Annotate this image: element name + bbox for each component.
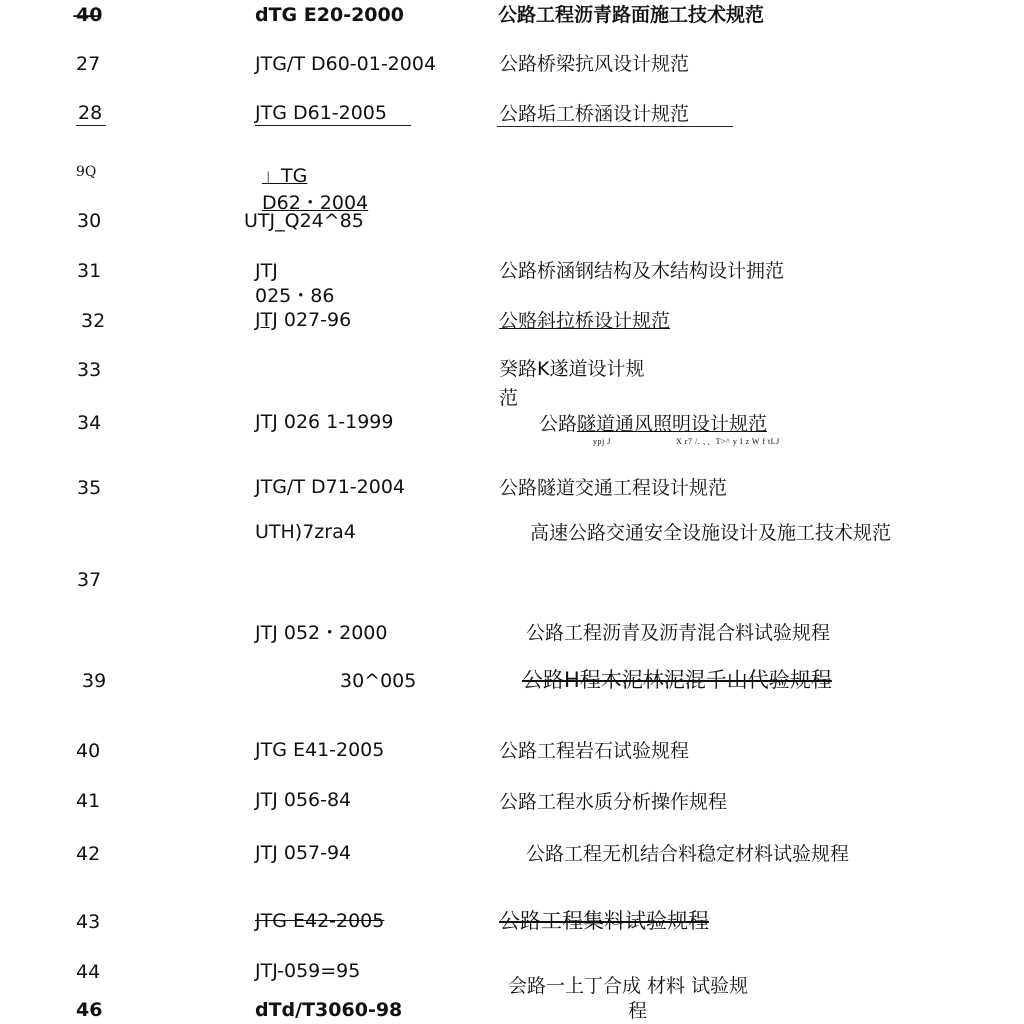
row-number: 46 <box>76 999 103 1021</box>
standard-code: dTd/T3060-98 <box>255 999 403 1021</box>
row-number: 34 <box>77 412 102 434</box>
row-number: 31 <box>77 260 102 282</box>
row-underline <box>497 126 733 127</box>
row-number: 40 <box>76 740 101 762</box>
standard-code: JTG D61-2005 <box>255 102 387 124</box>
standard-code-line1: 」TG <box>262 165 308 187</box>
standard-code-line2: D62・2004 <box>262 192 369 214</box>
standard-code-prefix: JTJ <box>255 309 278 331</box>
standard-code: JTG/T D60-01-2004 <box>255 53 437 75</box>
row-underline <box>255 125 411 126</box>
standard-title: 公路工程沥青及沥青混合料试验规程 <box>526 622 831 644</box>
scan-artifact-left: ypj J <box>593 437 611 446</box>
standard-title: 公路桥涵钢结构及木结构设计拥范 <box>499 260 785 282</box>
row-number: 41 <box>76 790 101 812</box>
standard-code: JTJ-059=95 <box>255 960 361 982</box>
row-number: 42 <box>76 843 101 865</box>
standard-title: 公赂斜拉桥设计规范 <box>499 310 671 332</box>
scan-artifact-right: X r7 /. 、、T>^ y I z W f tLJ <box>676 437 780 446</box>
standard-code: 30^005 <box>340 670 417 692</box>
standard-code: UTH)7zra4 <box>255 521 356 543</box>
standard-title-line2: 程 <box>628 1000 648 1022</box>
standard-title-line2: 范 <box>499 387 519 409</box>
standard-title: 公路隧道交通工程设计规范 <box>499 477 728 499</box>
standard-code-line1: JTJ <box>255 260 278 282</box>
standard-code: JTJ 052・2000 <box>255 622 388 644</box>
standard-title: 公路工程沥青路面施工技术规范 <box>498 4 765 26</box>
standard-code: JTJ 056-84 <box>255 789 352 811</box>
row-number: 27 <box>76 53 101 75</box>
standard-title: 公路工程集料试验规程 <box>499 909 709 933</box>
standard-title: 公路桥梁抗风设计规范 <box>499 53 690 75</box>
standard-code: UTJ_Q24^85 <box>244 210 364 232</box>
standard-title: 公路H程木泥林泥混千山代验规程 <box>522 668 832 692</box>
row-number: 37 <box>77 569 102 591</box>
row-number: 44 <box>76 961 101 983</box>
row-number: 33 <box>77 359 102 381</box>
row-number: 9Q <box>76 164 97 180</box>
standard-code: JTJ 026 1-1999 <box>255 411 394 433</box>
standard-code: dTG E20-2000 <box>255 4 404 26</box>
standard-title-underlined: 隧道通风照明设计规范 <box>577 413 768 435</box>
row-number: 4̶0̶ <box>76 4 103 26</box>
standard-title: 公路工程水质分析操作规程 <box>499 791 728 813</box>
standard-title-line1: 会路一上丁合成 材料 试验规 <box>508 975 749 997</box>
standard-code: JTG E41-2005 <box>255 739 385 761</box>
standard-title-line1: 癸路K遂道设计规 <box>499 358 645 380</box>
row-number: 30 <box>77 210 102 232</box>
standard-code: JTG/T D71-2004 <box>255 476 405 498</box>
row-underline <box>76 125 106 126</box>
row-number: 39 <box>82 670 107 692</box>
standard-code <box>255 309 351 332</box>
standard-title: 公路工程岩石试验规程 <box>499 740 690 762</box>
standard-title: 公路工程无机结合料稳定材料试验规程 <box>526 843 850 865</box>
standard-code: JTG E42-2005 <box>255 910 385 932</box>
standard-title: 高速公路交通安全设施设计及施工技术规范 <box>530 522 892 544</box>
standard-title: 公路隧道通风照明设计规范 <box>539 413 768 435</box>
standard-code: JTJ 057-94 <box>255 842 352 864</box>
row-number: 28 <box>78 102 103 124</box>
standard-title: 公路垢工桥涵设计规范 <box>499 103 690 125</box>
row-number: 32 <box>81 310 106 332</box>
row-number: 43 <box>76 911 101 933</box>
standard-code-suffix: 027-96 <box>277 309 352 331</box>
row-number: 35 <box>77 477 102 499</box>
standard-code-line2: 025・86 <box>255 285 335 307</box>
